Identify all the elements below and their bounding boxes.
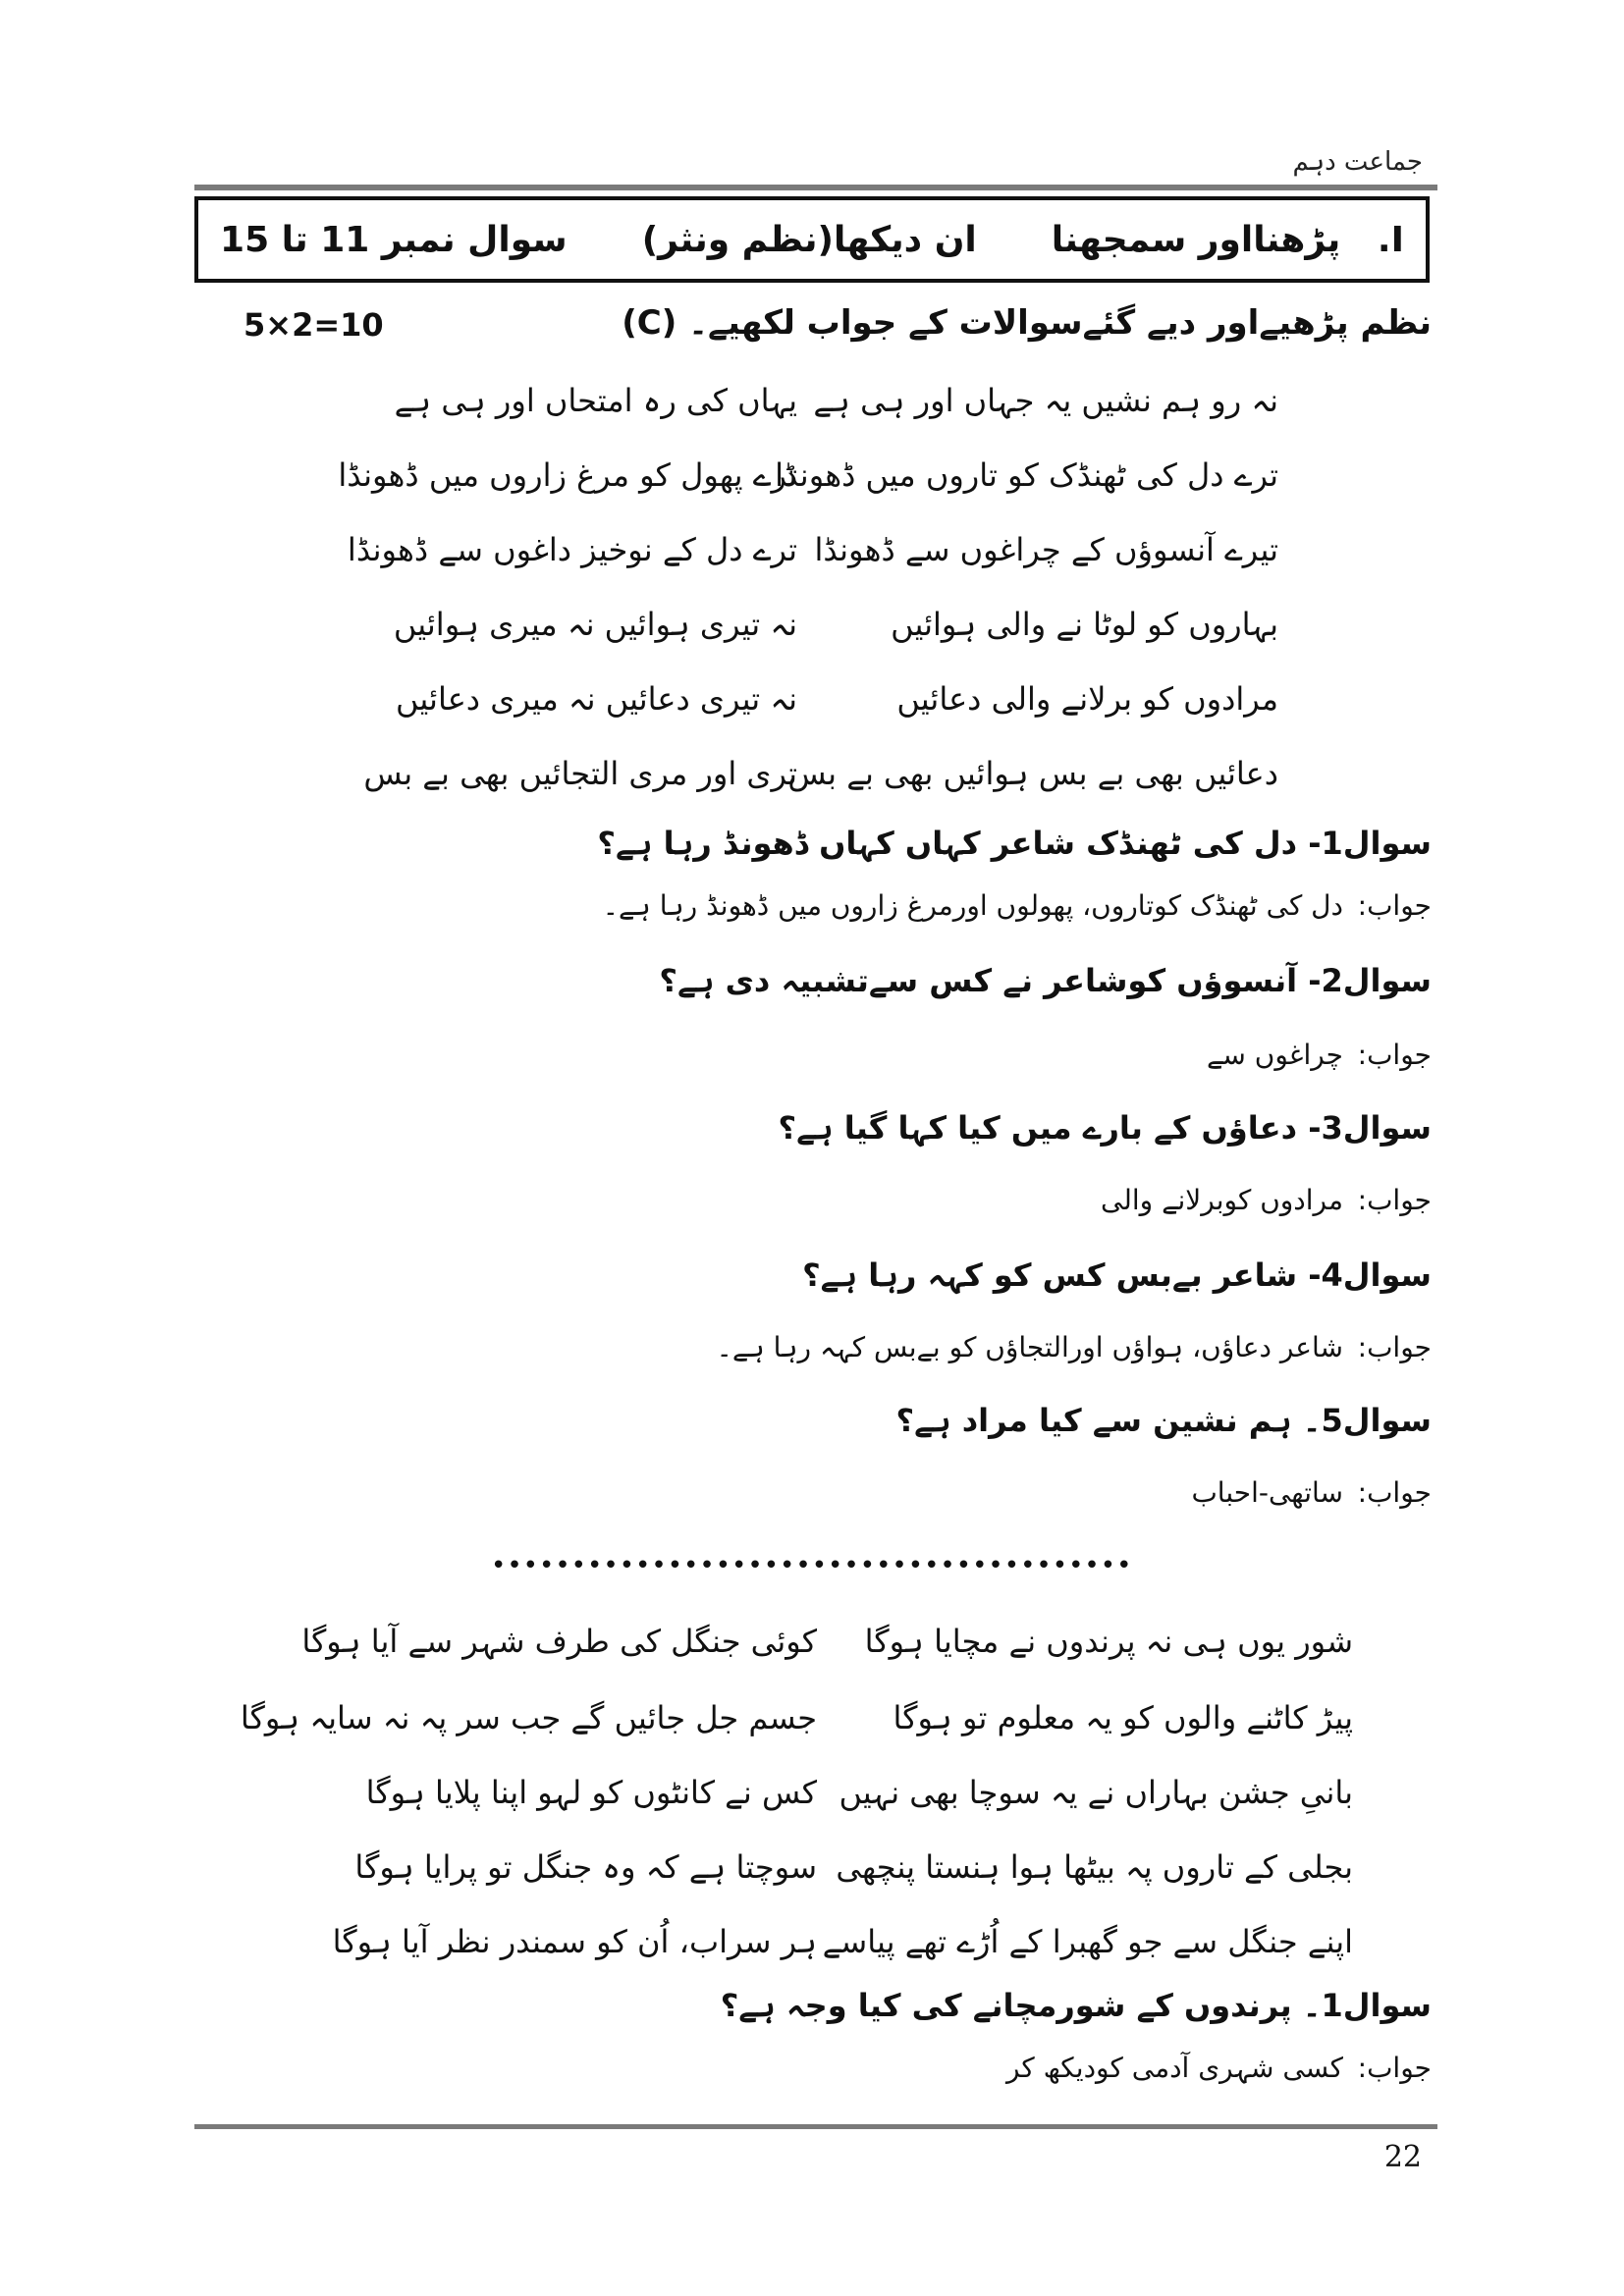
answer: [1207, 1039, 1432, 1071]
answer-text: ساتھی-احباب: [1191, 1476, 1343, 1509]
verse-line: مرادوں کو برلانے والی دعائیں: [896, 680, 1278, 718]
answer: [1191, 1476, 1432, 1509]
section-header-box: [194, 196, 1430, 283]
verse-line: جسم جل جائیں گے جب سر پہ نہ سایہ ہوگا: [240, 1699, 817, 1736]
answer-text: شاعر دعاؤں، ہواؤں اورالتجاؤں کو بےبس کہہ رہا ہے۔: [716, 1331, 1343, 1363]
section-subtitle: ان دیکھا(نظم ونثر): [641, 219, 977, 260]
footer-rule: [194, 2124, 1437, 2129]
class-label: جماعت دہم: [1292, 147, 1423, 177]
answer-label: جواب:: [1357, 1331, 1432, 1363]
verse-line: نہ رو ہم نشیں یہ جہاں اور ہی ہے: [813, 382, 1278, 419]
header-rule: [194, 185, 1437, 190]
verse-line: تری اور مری التجائیں بھی بے بس: [363, 755, 797, 792]
question: سوال3- دعاؤں کے بارے میں کیا کہا گیا ہے؟: [778, 1109, 1432, 1147]
answer: [1101, 1184, 1432, 1216]
section-title: [1052, 220, 1404, 260]
answer: [717, 1331, 1433, 1363]
question: سوال1- دل کی ٹھنڈک شاعر کہاں کہاں ڈھونڈ رہا ہے؟: [597, 825, 1432, 862]
section-title-text: پڑھنااور سمجھنا: [1051, 219, 1341, 260]
verse-line: یہاں کی رہ امتحاں اور ہی ہے: [394, 382, 797, 419]
verse-line: ترے دل کے نوخیز داغوں سے ڈھونڈا: [347, 531, 797, 568]
answer-label: جواب:: [1357, 889, 1432, 922]
answer-label: جواب:: [1357, 2052, 1432, 2084]
answer-label: جواب:: [1357, 1039, 1432, 1071]
verse-line: ترے دل کی ٹھنڈک کو تاروں میں ڈھونڈا: [775, 456, 1278, 494]
section-number: I.: [1377, 219, 1404, 260]
verse-line: کوئی جنگل کی طرف شہر سے آیا ہوگا: [301, 1623, 817, 1660]
verse-line: ہر سراب، اُن کو سمندر نظر آیا ہوگا: [332, 1923, 817, 1960]
verse-line: نہ تیری ہوائیں نہ میری ہوائیں: [393, 606, 797, 643]
verse-line: دعائیں بھی بے بس ہوائیں بھی بے بس: [787, 755, 1278, 792]
answer-text: دل کی ٹھنڈک کوتاروں، پھولوں اورمرغ زاروں میں ڈھونڈ رہا ہے۔: [602, 889, 1343, 922]
answer: [1006, 2052, 1432, 2084]
part-c-instruction: (C) نظم پڑھیےاور دیے گئےسوالات کے جواب لکھیے۔: [622, 303, 1432, 343]
question-range: سوال نمبر 11 تا 15: [220, 219, 568, 260]
question: سوال5۔ ہم نشین سے کیا مراد ہے؟: [895, 1402, 1432, 1439]
verse-line: تیرے آنسوؤں کے چراغوں سے ڈھونڈا: [814, 531, 1278, 568]
verse-line: نہ تیری دعائیں نہ میری دعائیں: [396, 680, 797, 718]
question: سوال1۔ پرندوں کے شورمچانے کی کیا وجہ ہے؟: [720, 1987, 1432, 2024]
verse-line: اپنے جنگل سے جو گھبرا کے اُڑے تھے پیاسے: [822, 1923, 1353, 1960]
verse-line: شور یوں ہی نہ پرندوں نے مچایا ہوگا: [864, 1623, 1353, 1660]
verse-line: سوچتا ہے کہ وہ جنگل تو پرایا ہوگا: [354, 1848, 817, 1886]
question: سوال4- شاعر بےبس کس کو کہہ رہا ہے؟: [802, 1256, 1432, 1294]
marks-label: 5×2=10: [244, 306, 384, 344]
dotted-separator: ••••••••••••••••••••••••••••••••••••••••: [491, 1551, 1133, 1580]
verse-line: ترے پھول کو مرغ زاروں میں ڈھونڈا: [338, 456, 797, 494]
answer: [603, 889, 1432, 922]
question: سوال2- آنسوؤں کوشاعر نے کس سےتشبیہ دی ہے؟: [659, 962, 1432, 999]
verse-line: پیڑ کاٹنے والوں کو یہ معلوم تو ہوگا: [893, 1699, 1353, 1736]
verse-line: بہاروں کو لوٹا نے والی ہوائیں: [891, 606, 1278, 643]
answer-label: جواب:: [1357, 1476, 1432, 1509]
answer-label: جواب:: [1357, 1184, 1432, 1216]
page-number: 22: [1383, 2140, 1422, 2174]
answer-text: مرادوں کوبرلانے والی: [1101, 1184, 1343, 1216]
verse-line: بانیِ جشن بہاراں نے یہ سوچا بھی نہیں: [839, 1774, 1353, 1811]
verse-line: کس نے کانٹوں کو لہو اپنا پلایا ہوگا: [365, 1774, 817, 1811]
answer-text: چراغوں سے: [1207, 1039, 1343, 1071]
answer-text: کسی شہری آدمی کودیکھ کر: [1005, 2052, 1343, 2084]
verse-line: بجلی کے تاروں پہ بیٹھا ہوا ہنستا پنچھی: [836, 1848, 1353, 1886]
